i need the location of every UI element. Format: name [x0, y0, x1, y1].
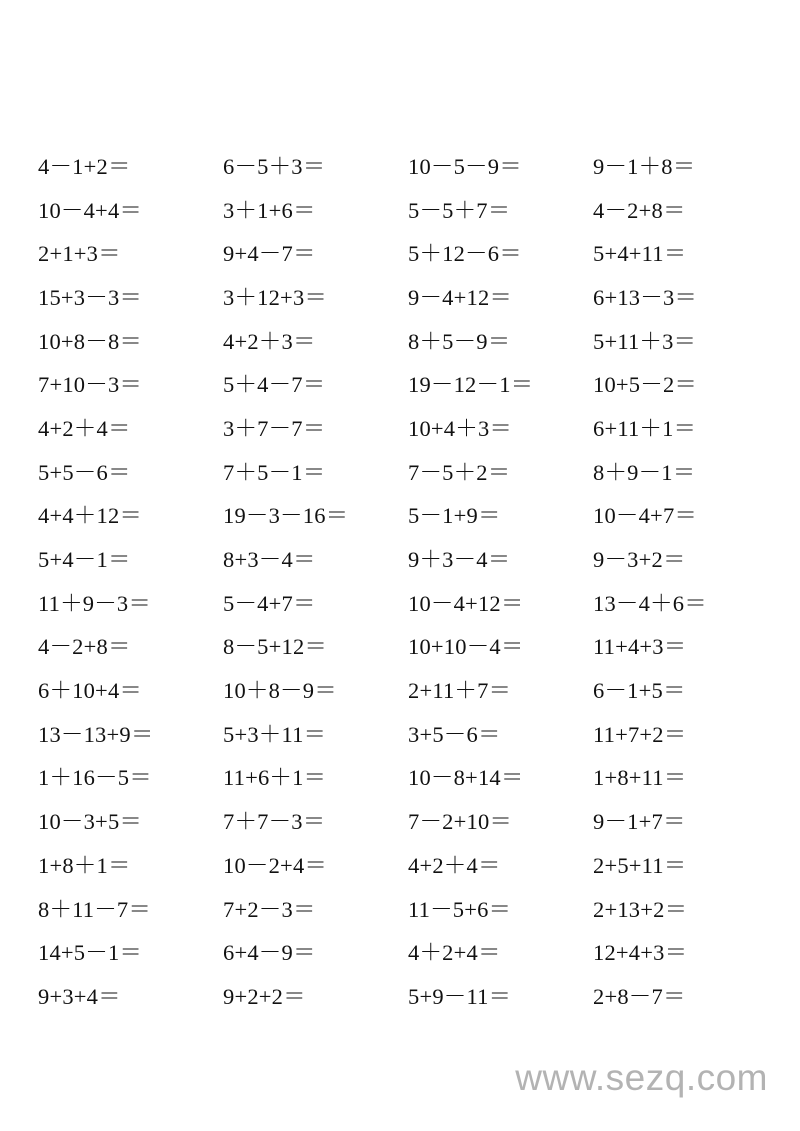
math-problem: 10＋8－9＝	[223, 678, 337, 704]
problem-row	[38, 274, 778, 318]
math-problem: 8+3－4＝	[223, 547, 316, 573]
math-problem: 6+13－3＝	[593, 284, 698, 310]
math-problem: 4－1+2＝	[38, 153, 131, 179]
math-problem: 7＋5－1＝	[223, 459, 326, 485]
problem-row	[38, 929, 778, 973]
math-problem: 2+8－7＝	[593, 983, 686, 1009]
math-problem: 9+3+4＝	[38, 983, 121, 1009]
problem-row	[38, 755, 778, 799]
math-problem: 15+3－3＝	[38, 284, 143, 310]
math-problem: 7－2+10＝	[408, 809, 513, 835]
problem-row	[38, 624, 778, 668]
math-problem: 4+2＋4＝	[408, 852, 501, 878]
math-problem: 19－12－1＝	[408, 372, 534, 398]
math-problem: 10+8－8＝	[38, 328, 143, 354]
math-problem: 1+8＋1＝	[38, 852, 131, 878]
math-problem: 10－3+5＝	[38, 809, 143, 835]
math-problem: 5+3＋11＝	[223, 721, 327, 747]
math-problem: 11+6＋1＝	[223, 765, 327, 791]
math-problem: 4+4＋12＝	[38, 503, 143, 529]
math-problem: 5+5－6＝	[38, 459, 131, 485]
problem-row	[38, 886, 778, 930]
math-problem: 3＋1+6＝	[223, 197, 316, 223]
math-problem: 9－3+2＝	[593, 547, 686, 573]
problem-row	[38, 449, 778, 493]
math-problem: 11+7+2＝	[593, 721, 687, 747]
math-problem: 9－4+12＝	[408, 284, 513, 310]
math-problem: 9＋3－4＝	[408, 547, 511, 573]
math-problem: 6－1+5＝	[593, 678, 686, 704]
problem-row	[38, 361, 778, 405]
problem-row	[38, 711, 778, 755]
math-problem: 11＋9－3＝	[38, 590, 152, 616]
math-problem: 2+5+11＝	[593, 852, 687, 878]
math-problem: 5+9－11＝	[408, 983, 512, 1009]
math-problem: 10－2+4＝	[223, 852, 328, 878]
math-problem: 7＋7－3＝	[223, 809, 326, 835]
problem-row	[38, 405, 778, 449]
problem-row	[38, 842, 778, 886]
math-problem: 9－1+7＝	[593, 809, 686, 835]
math-problem: 12+4+3＝	[593, 940, 688, 966]
math-problem: 10+5－2＝	[593, 372, 698, 398]
math-problem: 1+8+11＝	[593, 765, 687, 791]
worksheet	[38, 143, 778, 1017]
math-problem: 10－4+4＝	[38, 197, 143, 223]
math-problem: 7+2－3＝	[223, 896, 316, 922]
math-problem: 5+11＋3＝	[593, 328, 697, 354]
problem-row	[38, 798, 778, 842]
math-problem: 10－8+14＝	[408, 765, 524, 791]
math-problem: 3＋7－7＝	[223, 415, 326, 441]
math-problem: 3+5－6＝	[408, 721, 501, 747]
problem-row	[38, 230, 778, 274]
math-problem: 14+5－1＝	[38, 940, 143, 966]
math-problem: 10－5－9＝	[408, 153, 522, 179]
math-problem: 5－5＋7＝	[408, 197, 511, 223]
math-problem: 3＋12+3＝	[223, 284, 328, 310]
math-problem: 19－3－16＝	[223, 503, 349, 529]
math-problem: 4＋2+4＝	[408, 940, 501, 966]
math-problem: 6+4－9＝	[223, 940, 316, 966]
problem-row	[38, 973, 778, 1017]
watermark: www.sezq.com	[515, 1057, 768, 1098]
math-problem: 5+4+11＝	[593, 241, 687, 267]
math-problem: 10－4+12＝	[408, 590, 524, 616]
problem-row	[38, 493, 778, 537]
math-problem: 5－1+9＝	[408, 503, 501, 529]
math-problem: 10－4+7＝	[593, 503, 698, 529]
problem-row	[38, 187, 778, 231]
math-problem: 4－2+8＝	[38, 634, 131, 660]
math-problem: 6－5＋3＝	[223, 153, 326, 179]
math-problem: 7+10－3＝	[38, 372, 143, 398]
math-problem: 2+11＋7＝	[408, 678, 512, 704]
problem-row	[38, 667, 778, 711]
math-problem: 6＋10+4＝	[38, 678, 143, 704]
math-problem: 4－2+8＝	[593, 197, 686, 223]
math-problem: 11+4+3＝	[593, 634, 687, 660]
problem-row	[38, 143, 778, 187]
math-problem: 2+1+3＝	[38, 241, 121, 267]
math-problem: 8＋5－9＝	[408, 328, 511, 354]
math-problem: 8－5+12＝	[223, 634, 328, 660]
math-problem: 5+4－1＝	[38, 547, 131, 573]
math-problem: 5＋12－6＝	[408, 241, 522, 267]
math-problem: 13－13+9＝	[38, 721, 154, 747]
math-problem: 8＋9－1＝	[593, 459, 696, 485]
math-problem: 4+2＋3＝	[223, 328, 316, 354]
math-problem: 4+2＋4＝	[38, 415, 131, 441]
problem-row	[38, 580, 778, 624]
math-problem: 5＋4－7＝	[223, 372, 326, 398]
math-problem: 9+2+2＝	[223, 983, 306, 1009]
math-problem: 10+10－4＝	[408, 634, 524, 660]
math-problem: 7－5＋2＝	[408, 459, 511, 485]
problem-row	[38, 536, 778, 580]
math-problem: 8＋11－7＝	[38, 896, 152, 922]
math-problem: 10+4＋3＝	[408, 415, 513, 441]
math-problem: 2+13+2＝	[593, 896, 688, 922]
math-problem: 9+4－7＝	[223, 241, 316, 267]
math-problem: 5－4+7＝	[223, 590, 316, 616]
math-problem: 11－5+6＝	[408, 896, 512, 922]
math-problem: 1＋16－5＝	[38, 765, 152, 791]
math-problem: 6+11＋1＝	[593, 415, 697, 441]
problem-row	[38, 318, 778, 362]
math-problem: 13－4＋6＝	[593, 590, 707, 616]
math-problem: 9－1＋8＝	[593, 153, 696, 179]
